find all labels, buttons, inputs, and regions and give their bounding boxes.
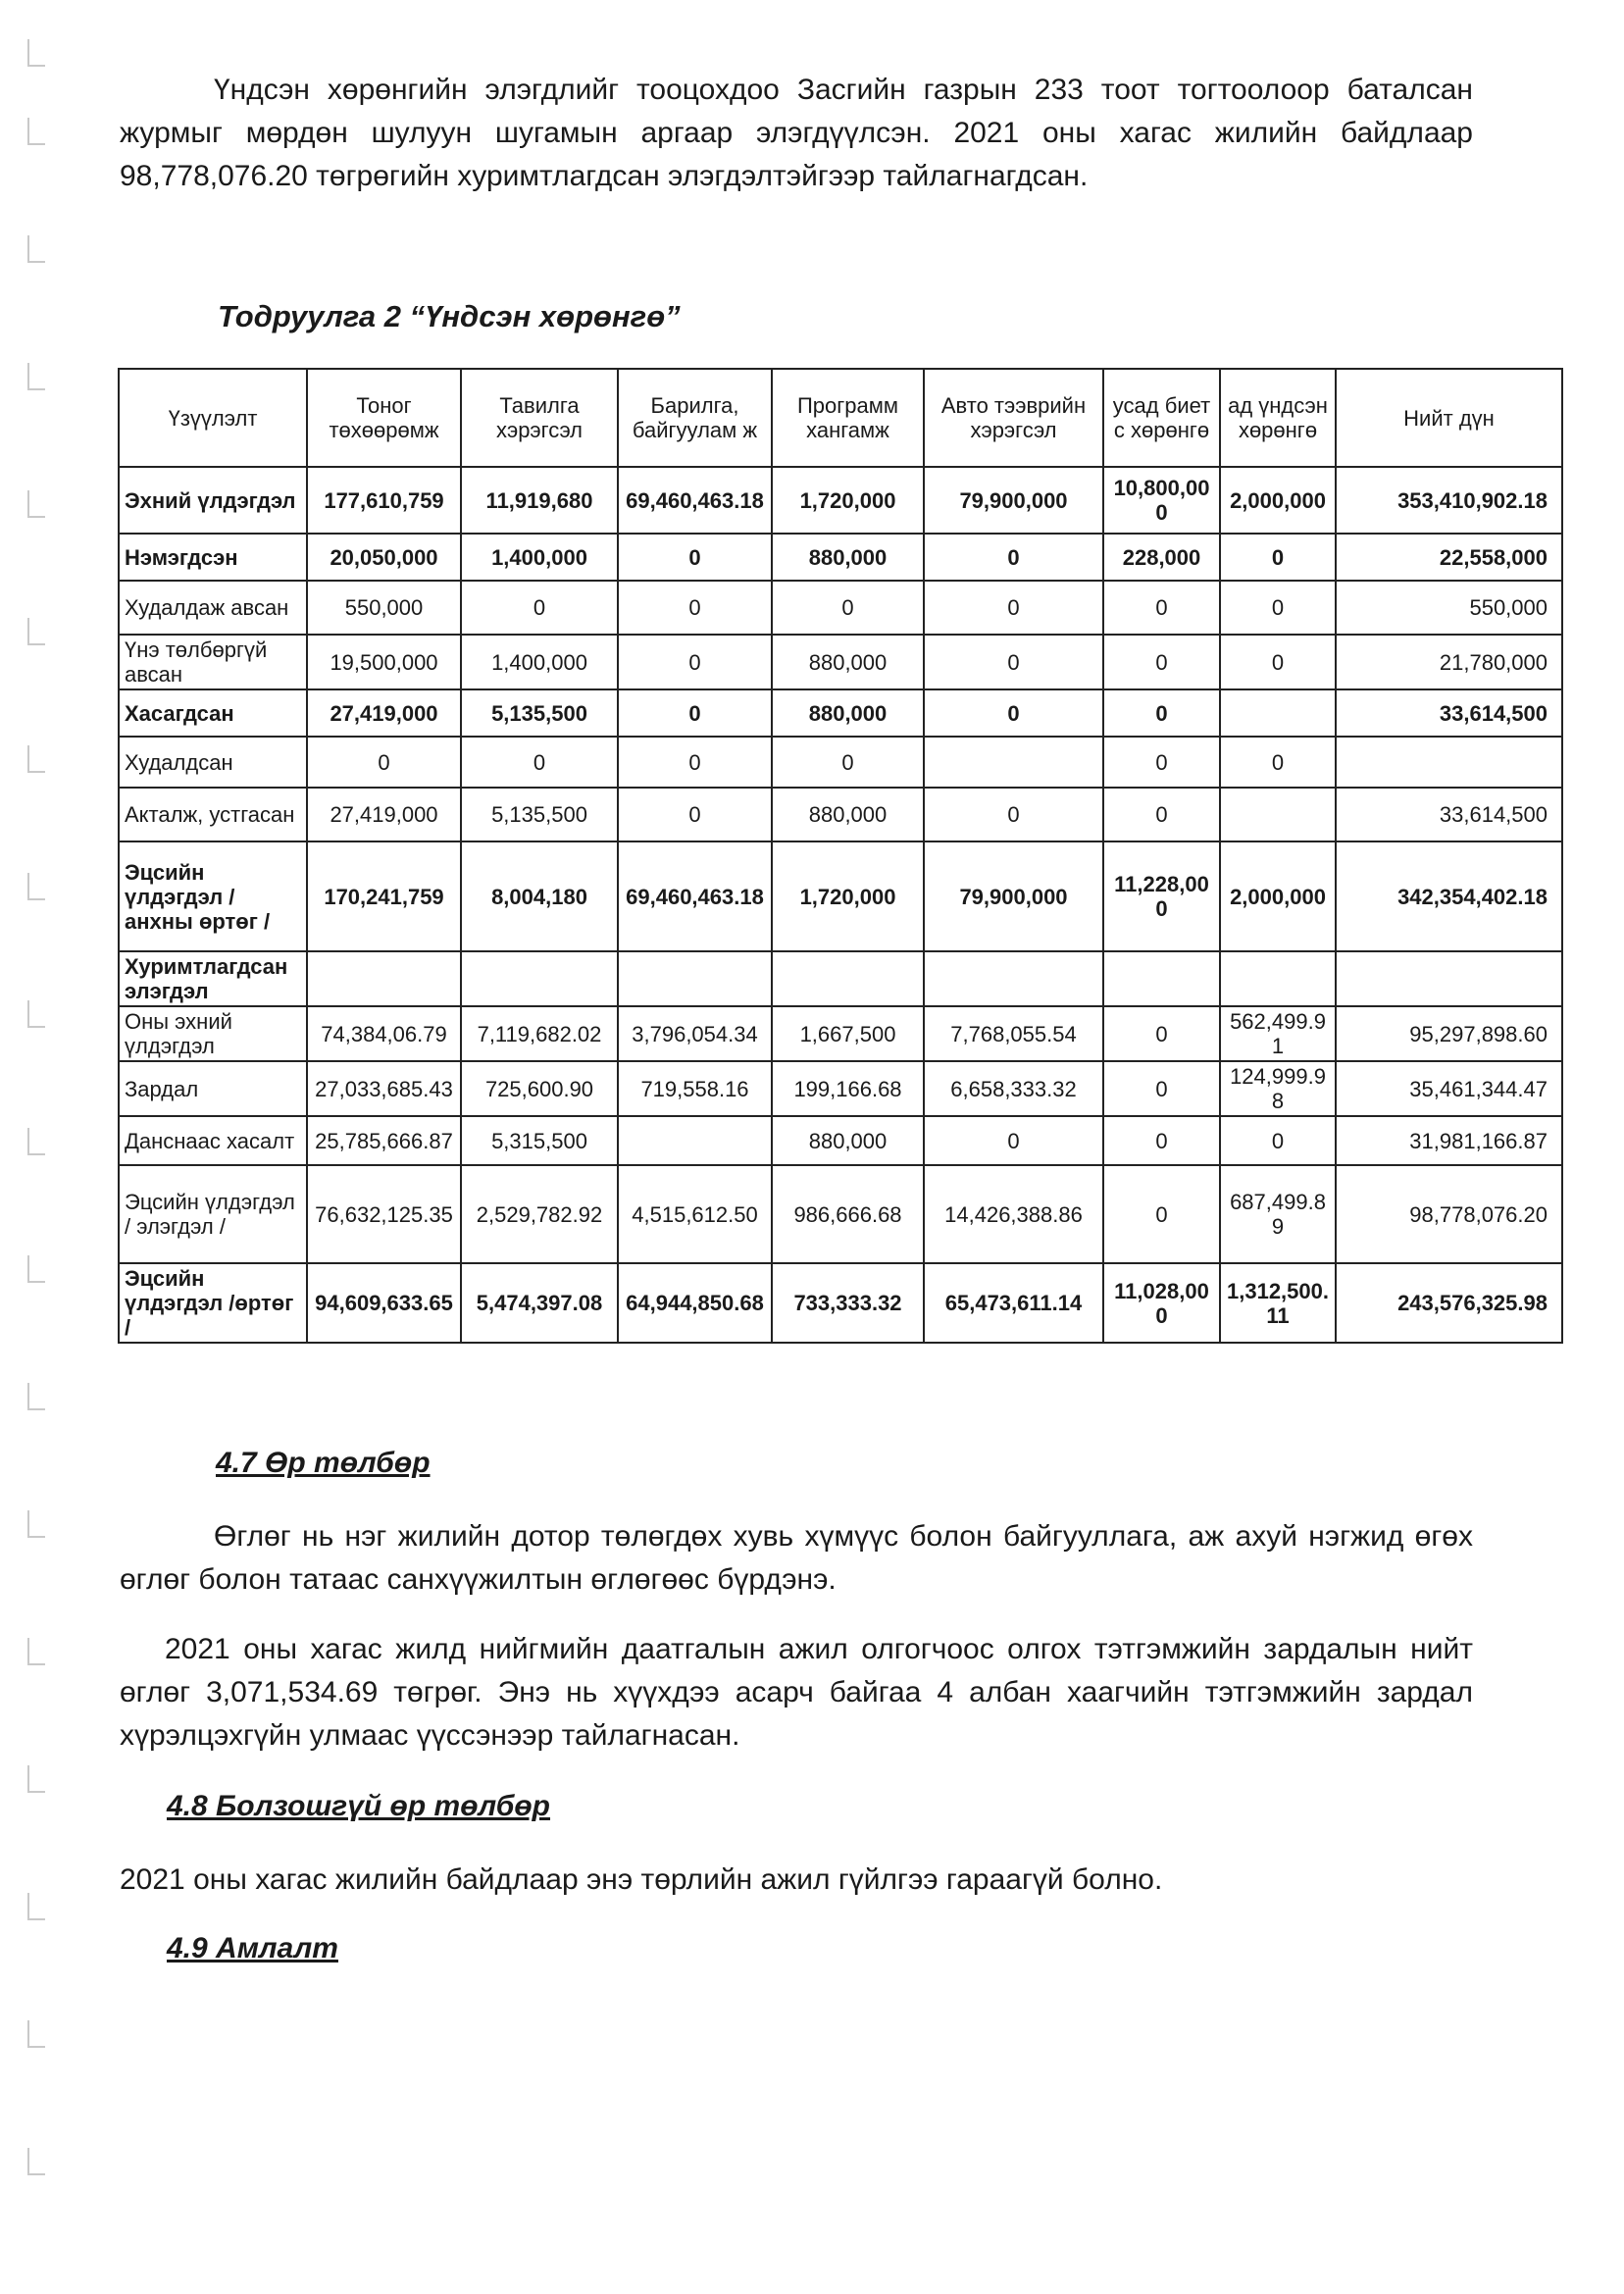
table-cell: 1,312,500.11 (1220, 1263, 1336, 1343)
table-cell (1220, 788, 1336, 841)
table-cell: 0 (924, 534, 1103, 581)
table-cell: 0 (618, 635, 772, 689)
table-row (119, 737, 1562, 788)
table-body (119, 467, 1562, 1343)
table-cell: 33,614,500 (1336, 788, 1562, 841)
row-label: Нэмэгдсэн (119, 534, 307, 581)
binder-mark (27, 1510, 45, 1538)
table-cell: 0 (1220, 635, 1336, 689)
table-cell (772, 951, 924, 1006)
table-cell: 7,119,682.02 (461, 1006, 618, 1061)
table-row (119, 788, 1562, 841)
table-cell: 1,667,500 (772, 1006, 924, 1061)
table-cell: 11,028,000 (1103, 1263, 1220, 1343)
header-cell: ад үндсэн хөрөнгө (1220, 369, 1336, 467)
table-cell: 0 (924, 635, 1103, 689)
table-cell: 5,135,500 (461, 788, 618, 841)
table-cell (307, 951, 461, 1006)
table-cell: 27,419,000 (307, 788, 461, 841)
binder-mark (27, 2020, 45, 2048)
table-cell: 0 (1103, 581, 1220, 635)
table-cell: 0 (1220, 737, 1336, 788)
table-cell: 2,000,000 (1220, 467, 1336, 534)
table-cell (1336, 737, 1562, 788)
table-cell: 1,720,000 (772, 841, 924, 951)
row-label: Данснаас хасалт (119, 1116, 307, 1165)
row-label: Үнэ төлбөргүй авсан (119, 635, 307, 689)
table-cell: 95,297,898.60 (1336, 1006, 1562, 1061)
binder-mark (27, 363, 45, 390)
table-cell: 199,166.68 (772, 1061, 924, 1116)
header-cell: Үзүүлэлт (119, 369, 307, 467)
section-4-7-paragraph-2: 2021 оны хагас жилд нийгмийн даатгалын ажил олгогчоос олгох тэтгэмжийн зардалын нийт өглөг 3,071,534.69 төгрөг. Энэ нь хүүхдээ асарч байгаа 4 албан хаагчийн тэтгэмжийн зардал хүрэлцэхгүйн улмаас үүссэнээр тайлагнасан. (120, 1633, 1473, 1752)
table-cell: 33,614,500 (1336, 689, 1562, 737)
table-cell: 0 (461, 737, 618, 788)
table-cell: 880,000 (772, 1116, 924, 1165)
table-cell (618, 1116, 772, 1165)
table-cell: 880,000 (772, 534, 924, 581)
row-label: Худалдсан (119, 737, 307, 788)
table-cell: 11,919,680 (461, 467, 618, 534)
table-cell (1220, 689, 1336, 737)
table-cell: 880,000 (772, 689, 924, 737)
row-label: Хуримтлагдсан элэгдэл (119, 951, 307, 1006)
table-cell: 64,944,850.68 (618, 1263, 772, 1343)
header-cell: Программ хангамж (772, 369, 924, 467)
binder-mark (27, 618, 45, 645)
section-4-7-heading: 4.7 Өр төлбөр (216, 1447, 431, 1479)
table-cell (461, 951, 618, 1006)
table-cell: 0 (461, 581, 618, 635)
table-cell: 7,768,055.54 (924, 1006, 1103, 1061)
table-row (119, 1165, 1562, 1263)
table-cell: 19,500,000 (307, 635, 461, 689)
row-label: Эцсийн үлдэгдэл /өртөг / (119, 1263, 307, 1343)
fixed-assets-table (118, 368, 1563, 1344)
header-cell: Нийт дүн (1336, 369, 1562, 467)
table-cell: 6,658,333.32 (924, 1061, 1103, 1116)
row-label: Зардал (119, 1061, 307, 1116)
table-cell (618, 951, 772, 1006)
table-cell: 880,000 (772, 788, 924, 841)
table-cell: 2,529,782.92 (461, 1165, 618, 1263)
table-cell: 5,474,397.08 (461, 1263, 618, 1343)
table-cell: 76,632,125.35 (307, 1165, 461, 1263)
table-cell: 25,785,666.87 (307, 1116, 461, 1165)
table-cell: 20,050,000 (307, 534, 461, 581)
table-cell: 0 (307, 737, 461, 788)
table-cell: 880,000 (772, 635, 924, 689)
table-cell: 1,400,000 (461, 635, 618, 689)
table-cell: 243,576,325.98 (1336, 1263, 1562, 1343)
table-cell: 0 (618, 689, 772, 737)
binder-mark (27, 1638, 45, 1665)
table-cell: 79,900,000 (924, 841, 1103, 951)
table-cell: 0 (924, 581, 1103, 635)
table-cell: 0 (1103, 689, 1220, 737)
table-row (119, 1006, 1562, 1061)
table-cell: 0 (1103, 788, 1220, 841)
table-cell: 0 (1220, 534, 1336, 581)
table-cell: 69,460,463.18 (618, 841, 772, 951)
table-cell: 0 (1220, 1116, 1336, 1165)
binder-mark (27, 1893, 45, 1920)
table-cell: 0 (1103, 1165, 1220, 1263)
binder-mark (27, 873, 45, 900)
table-cell: 0 (618, 788, 772, 841)
table-row (119, 689, 1562, 737)
row-label: Эцсийн үлдэгдэл / анхны өртөг / (119, 841, 307, 951)
table-cell: 0 (772, 737, 924, 788)
header-cell: Тавилга хэрэгсэл (461, 369, 618, 467)
table-cell: 4,515,612.50 (618, 1165, 772, 1263)
section-4-8-heading: 4.8 Болзошгүй өр төлбөр (167, 1790, 551, 1822)
table-cell: 69,460,463.18 (618, 467, 772, 534)
section-4-9-heading: 4.9 Амлалт (167, 1932, 338, 1964)
table-cell: 35,461,344.47 (1336, 1061, 1562, 1116)
table-cell: 21,780,000 (1336, 635, 1562, 689)
table-row (119, 841, 1562, 951)
table-cell: 725,600.90 (461, 1061, 618, 1116)
table-cell: 31,981,166.87 (1336, 1116, 1562, 1165)
header-cell: Барилга, байгуулам ж (618, 369, 772, 467)
table-row (119, 467, 1562, 534)
table-cell: 79,900,000 (924, 467, 1103, 534)
binder-mark (27, 490, 45, 518)
table-cell: 27,419,000 (307, 689, 461, 737)
table-cell: 0 (772, 581, 924, 635)
table-cell: 11,228,000 (1103, 841, 1220, 951)
table-cell: 124,999.98 (1220, 1061, 1336, 1116)
table-cell: 342,354,402.18 (1336, 841, 1562, 951)
table-cell: 0 (1103, 1116, 1220, 1165)
binder-mark (27, 1000, 45, 1028)
table-cell: 3,796,054.34 (618, 1006, 772, 1061)
table-cell: 0 (618, 737, 772, 788)
table-cell: 94,609,633.65 (307, 1263, 461, 1343)
header-cell: Авто тээврийн хэрэгсэл (924, 369, 1103, 467)
table-cell: 0 (924, 788, 1103, 841)
table-cell: 0 (618, 534, 772, 581)
row-label: Эхний үлдэгдэл (119, 467, 307, 534)
table-cell (1336, 951, 1562, 1006)
table-cell: 27,033,685.43 (307, 1061, 461, 1116)
table-cell (924, 737, 1103, 788)
table-row (119, 635, 1562, 689)
table-cell: 74,384,06.79 (307, 1006, 461, 1061)
table-cell: 0 (1103, 1061, 1220, 1116)
binder-mark (27, 118, 45, 145)
row-label: Хасагдсан (119, 689, 307, 737)
table-cell: 986,666.68 (772, 1165, 924, 1263)
table-cell: 0 (618, 581, 772, 635)
table-caption: Тодруулга 2 “Үндсэн хөрөнгө” (218, 299, 681, 333)
table-row (119, 951, 1562, 1006)
table-cell: 562,499.91 (1220, 1006, 1336, 1061)
table-cell: 65,473,611.14 (924, 1263, 1103, 1343)
table-cell: 353,410,902.18 (1336, 467, 1562, 534)
table-row (119, 534, 1562, 581)
binder-mark (27, 1765, 45, 1793)
table-cell: 0 (924, 689, 1103, 737)
table-cell: 719,558.16 (618, 1061, 772, 1116)
table-cell: 14,426,388.86 (924, 1165, 1103, 1263)
table-row (119, 1263, 1562, 1343)
table-cell: 170,241,759 (307, 841, 461, 951)
binder-mark (27, 2148, 45, 2175)
binder-mark (27, 1255, 45, 1283)
table-cell: 177,610,759 (307, 467, 461, 534)
binder-mark (27, 39, 45, 67)
table-cell: 2,000,000 (1220, 841, 1336, 951)
table-cell: 22,558,000 (1336, 534, 1562, 581)
table-cell: 0 (1103, 635, 1220, 689)
table-cell: 550,000 (307, 581, 461, 635)
table-row (119, 581, 1562, 635)
table-cell: 0 (1103, 1006, 1220, 1061)
binder-mark (27, 1383, 45, 1410)
table-row (119, 1116, 1562, 1165)
row-label: Оны эхний үлдэгдэл (119, 1006, 307, 1061)
table-cell: 0 (1220, 581, 1336, 635)
table-cell: 1,720,000 (772, 467, 924, 534)
table-cell (1220, 951, 1336, 1006)
intro-paragraph: Үндсэн хөрөнгийн элэгдлийг тооцохдоо Засгийн газрын 233 тоот тогтоолоор баталсан журмыг мөрдөн шулуун шугамын аргаар элэгдүүлсэн. 2021 оны хагас жилийн байдлаар 98,778,076.20 төгрөгийн хуримтлагдсан элэгдэлтэйгээр тайлагнагдсан. (120, 74, 1473, 192)
table-cell: 687,499.89 (1220, 1165, 1336, 1263)
section-4-8-paragraph: 2021 оны хагас жилийн байдлаар энэ төрлийн ажил гүйлгээ гараагүй болно. (120, 1863, 1163, 1896)
table-cell: 550,000 (1336, 581, 1562, 635)
binder-mark (27, 1128, 45, 1155)
table-cell: 733,333.32 (772, 1263, 924, 1343)
binder-mark (27, 745, 45, 773)
table-cell: 1,400,000 (461, 534, 618, 581)
table-cell (924, 951, 1103, 1006)
header-cell: усад биет с хөрөнгө (1103, 369, 1220, 467)
table-cell: 0 (1103, 737, 1220, 788)
binder-mark (27, 235, 45, 263)
table-cell: 98,778,076.20 (1336, 1165, 1562, 1263)
table-cell: 228,000 (1103, 534, 1220, 581)
header-cell: Тоног төхөөрөмж (307, 369, 461, 467)
table-cell: 10,800,000 (1103, 467, 1220, 534)
table-cell (1103, 951, 1220, 1006)
row-label: Акталж, устгасан (119, 788, 307, 841)
table-cell: 8,004,180 (461, 841, 618, 951)
table-cell: 0 (924, 1116, 1103, 1165)
table-cell: 5,315,500 (461, 1116, 618, 1165)
table-row (119, 1061, 1562, 1116)
row-label: Худалдаж авсан (119, 581, 307, 635)
table-header-row (119, 369, 1562, 467)
section-4-7-paragraph-1: Өглөг нь нэг жилийн дотор төлөгдөх хувь хүмүүс болон байгууллага, аж ахуй нэгжид өгөх өглөг болон татаас санхүүжилтын өглөгөөс бүрдэнэ. (120, 1520, 1473, 1596)
row-label: Эцсийн үлдэгдэл / элэгдэл / (119, 1165, 307, 1263)
table-cell: 5,135,500 (461, 689, 618, 737)
